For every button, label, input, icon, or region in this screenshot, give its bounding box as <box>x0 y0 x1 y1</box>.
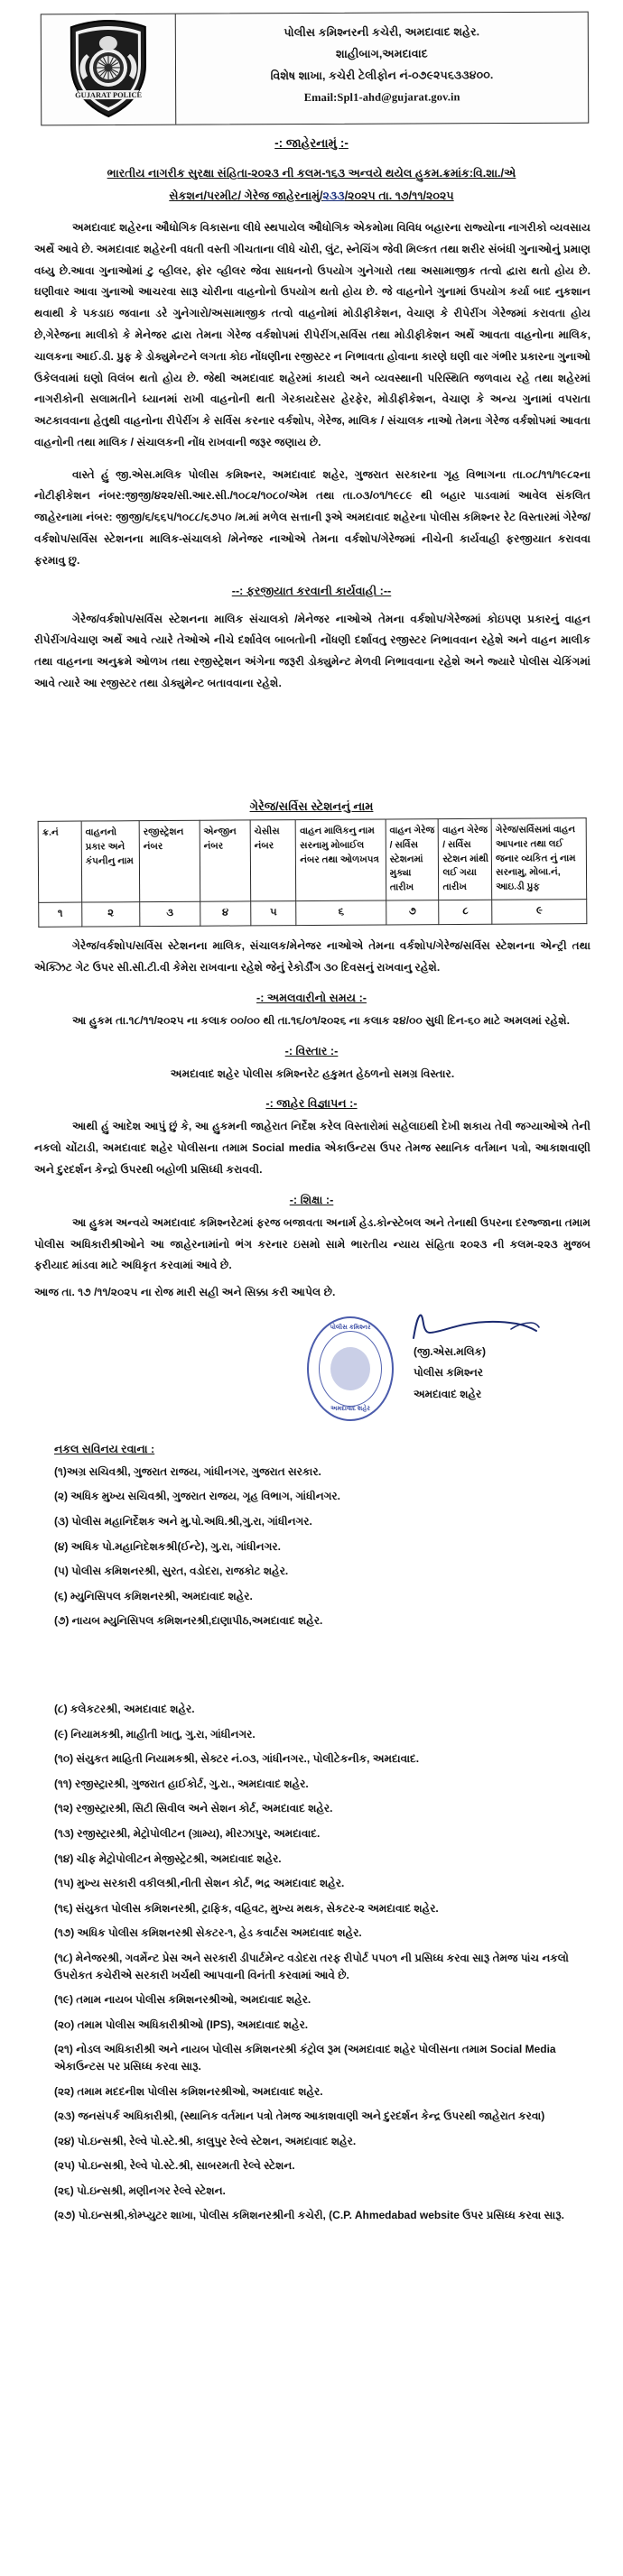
paragraph-penalty: આ હુકમ અન્વયે અમદાવાદ કમિશ્નરેટમાં ફરજ બજાવતા અનાર્મ હેડ.કોન્સ્ટેબલ અને તેનાથી ઉપરના દરજ્જાના તમામ પોલીસ અધિકારીશ્રીઓને આ જાહેરનામાંનો ભંગ કરનાર ઇસમો સામે ભારતીય ન્યાય સંહિતા ૨૦૨૩ ની કલમ-૨૨૩ મુજબ ફરીયાદ માંડવા માટે અધિકૃત કરવામાં આવે છે. <box>34 1215 590 1272</box>
list-item: (૨૧) નોડલ અધિકારીશ્રી અને નાયબ પોલીસ કમિશનરશ્રી કંટ્રોલ રૂમ (અમદાવાદ શહેર પોલીસના તમામ Social Media એકાઉન્ટસ પર પ્રસિધ્ધ કરવા સારૂ. <box>54 2043 556 2073</box>
list-item: (૮) કલેકટરશ્રી, અમદાવાદ શહેર. <box>54 1703 195 1715</box>
page-separator <box>0 1638 623 1685</box>
crest-cell <box>42 14 177 125</box>
signatory-city: અમદાવાદ શહેર <box>414 1387 482 1400</box>
notification-document <box>0 13 623 2256</box>
handwritten-signature <box>414 1311 567 1342</box>
publicity-heading-text: -: જાહેર વિજ્ઞાપન :- <box>265 1097 358 1111</box>
col-header-serial: ક્ર.નં <box>38 821 81 902</box>
col-number-6: ૬ <box>296 900 386 925</box>
list-item: (૧)અગ્ર સચિવશ્રી, ગુજરાત રાજય, ગાંધીનગર, ગુજરાત સરકાર. <box>54 1464 321 1478</box>
signature-area <box>0 1307 623 1443</box>
list-item: (૧૪) ચીફ મેટ્રોપોલીટન મેજીસ્ટ્રેટશ્રી, અમદાવાદ શહેર. <box>54 1851 282 1865</box>
list-item: (૭) નાયબ મ્યુનિસિપલ કમિશનરશ્રી,દાણાપીઠ,અમદાવાદ શહેર. <box>54 1614 323 1628</box>
order-reference-line1: ભારતીય નાગરીક સુરક્ષા સંહિતા-૨૦૨૩ ની કલમ-૧૬૩ અન્વયે થયેલ હુકમ.ક્રમાંક:વિ.શા./એ <box>107 167 516 180</box>
letterhead-text <box>176 13 589 125</box>
copy-to-heading <box>54 1443 623 1456</box>
official-seal-icon <box>307 1316 394 1421</box>
signatory-name: (જી.એસ.મલિક) <box>414 1344 487 1358</box>
list-item: (૨૬) પો.ઇન્સશ્રી, મણીનગર રેલ્વે સ્ટેશન. <box>54 2184 226 2197</box>
mandatory-action-heading <box>0 585 623 598</box>
list-item: (૧૫) મુખ્ય સરકારી વકીલશ્રી,નીતી સેશન કોર્ટ, ભદ્ર અમદાવાદ શહેર. <box>54 1877 345 1890</box>
seal-top-text: પોલીસ કમિશ્નર <box>330 1324 371 1331</box>
copy-to-heading-text: નકલ સવિનય રવાના : <box>54 1442 155 1455</box>
crest-label: GUJARAT POLICE <box>75 90 143 100</box>
list-item: (૨૭) પો.ઇન્સશ્રી,કોમ્પ્યુટર શાખા, પોલીસ કમિશનરશ્રીની કચેરી, (C.P. Ahmedabad website ઉપર પ્રસિધ્ધ કરવા સારૂ. <box>54 2209 564 2222</box>
penalty-heading-text: -: શિક્ષા :- <box>289 1193 334 1206</box>
col-header-in-date: વાહન ગેરેજ / સર્વિસ સ્ટેશનમાં મુક્યા તારીખ <box>386 818 439 900</box>
mandatory-action-heading-text: --: ફરજીયાત કરવાની કાર્યવાહી :-- <box>231 584 392 597</box>
paragraph-mandatory-action: ગેરેજ/વર્કશોપ/સર્વિસ સ્ટેશનના માલિક સંચાલકો /મેનેજર નાઓએ તેમના વર્કશોપ/ગેરેજમાં કોઇપણ પ્રકારનું વાહન રીપેરીંગ/વેચાણ અર્થે આવે ત્યારે તેઓએ નીચે દર્શાવેલ બાબતોની નોંધણી દર્શાવતુ રજીસ્ટર નિભાવવાન રહેશે અને વાહન માલીક તથા વાહનના અનુક્રમે ઓળખ તથા રજીસ્ટ્રેશન અંગેના જરૂરી ડોક્યુમેન્ટ મેળવી નિભાવવાના રહેશે અને જ્યારે પોલીસ ચેકિંગમાં આવે ત્યારે આ રજીસ્ટર તથા ડોક્યુમેન્ટ બતાવવાના રહેશે. <box>34 612 590 689</box>
order-reference-suffix: /૨૦૨૫ તા. ૧૭/૧૧/૨૦૨૫ <box>344 189 454 202</box>
seal-bottom-text: અમદાવાદ શહેર <box>330 1405 370 1412</box>
col-number-3: ૩ <box>140 901 200 926</box>
col-number-9: ૯ <box>492 899 587 923</box>
list-item: (૨) અધિક મુખ્ય સચિવશ્રી, ગુજરાત રાજય, ગૃહ વિભાગ, ગાંધીનગર. <box>54 1490 340 1503</box>
col-number-4: ૪ <box>200 901 251 926</box>
copy-to-list-page1 <box>54 1463 596 1630</box>
paragraph-authority: વાસ્તે હું જી.એસ.મલિક પોલીસ કમિશ્નર, અમદાવાદ શહેર, ગુજરાત સરકારના ગૃહ વિભાગના તા.૦૮/૧૧/૧૯૮૨ના નોટીફીકેશન નંબર:જીજી/૪૨૨/સી.આર.સી./૧૦૮૨/૧૦૮૦/એમ તથા તા.૦૩/૦૧/૧૯૮૯ થી બહાર પાડવામાં આવેલ સંકલિત જાહેરનામા નંબર: જીજી/૬/૬૬૫/૧૦૮૮/૬૭૫૦ /મ.માં મળેલ સત્તાની રૂએ અમદાવાદ શહેરના પોલીસ કમિશ્નર રેટ વિસ્તારમાં ગેરેજ/વર્કશોપ/સર્વિસ સ્ટેશનના માલિક-સંચાલકો /મેનેજર નાઓએ તેમના વર્કશોપ/ગેરેજમાં નીચેની કાર્યવાહી ફરજીયાત કરાવવા ફરમાવુ છુ. <box>34 467 590 567</box>
col-header-chassis: ચેસીસ નંબર <box>250 819 296 900</box>
signature-block <box>414 1311 567 1405</box>
table-header-row <box>38 817 587 902</box>
gujarat-police-emblem-icon <box>60 18 157 119</box>
col-header-registration: રજીસ્ટ્રેશન નંબર <box>139 820 200 901</box>
col-header-out-date: વાહન ગેરેજ / સર્વિસ સ્ટેશન માંથી લઈ ગયા તારીખ <box>439 818 492 900</box>
list-item: (૧૬) સંયુકત પોલીસ કમિશનરશ્રી, ટ્રાફિક, વહિવટ, મુખ્ય મથક, સેકટર-૨ અમદાવાદ શહેર. <box>54 1901 439 1915</box>
paragraph-sign-date: આજ તા. ૧૭ /૧૧/૨૦૨૫ ના રોજ મારી સહી અને સિક્કા કરી આપેલ છે. <box>34 1286 336 1299</box>
list-item: (૧૨) રજીસ્ટ્રારશ્રી, સિટી સિવીલ અને સેશન કોર્ટ, અમદાવાદ શહેર. <box>54 1802 333 1815</box>
order-reference-number: ૨૩૩ <box>322 189 345 202</box>
list-item: (૯) નિયામકશ્રી, માહીતી ખાતુ, ગુ.રા, ગાંધીનગર. <box>54 1727 256 1740</box>
page-title-text: -: જાહેરનામું :- <box>274 136 349 150</box>
table-row <box>39 899 587 926</box>
letterhead <box>41 12 590 126</box>
page-title <box>0 136 623 151</box>
duration-heading-text: -: અમલવારીનો સમય :- <box>256 991 367 1004</box>
list-item: (૨૦) તમામ પોલીસ અધિકારીશ્રીઓ (IPS), અમદાવાદ શહેર. <box>54 2017 309 2031</box>
area-heading <box>0 1045 623 1058</box>
col-number-5: ૫ <box>250 900 296 925</box>
office-phone: વિશેષ શાખા, કચેરી ટેલીફોન નં-૦૭૯૨૫૬૩૩૪૦૦. <box>270 69 494 83</box>
list-item: (૨૨) તમામ મદદનીશ પોલીસ કમિશનરશ્રીઓ, અમદાવાદ શહેર. <box>54 2084 323 2098</box>
col-header-engine: એન્જીન નંબર <box>200 820 251 901</box>
col-header-handler: ગેરેજ/સર્વિસમાં વાહન આપનાર તથા લઈ જનાર વ્યકિત નું નામ સરનામુ, મોબા.નં, આઇ.ડી પ્રુફ <box>491 817 586 900</box>
paragraph-background: અમદાવાદ શહેરના ઔધોગિક વિકાસના લીધે સ્થપાયેલ ઔધોગિક એકમોમા વિવિધ બહારના રાજ્યોના નાગરીકો વ્યવસાય અર્થે આવે છે. અમદાવાદ શહેરની વધતી વસ્તી ગીચતાના લીધે ચોરી, લુંટ, સ્નેચિંગ જેવી મિલ્કત તથા શરીર સંબંધી ગુનાઓનું પ્રમાણ વધ્યુ છે.આવા ગુનાઓમાં ટુ વ્હીલર, ફોર વ્હીલર જેવા સાધનનો ઉપયોગ ગુનેગારો તથા અસામાજીક તત્વો દ્વારા થતો હોય છે. ઘણીવાર આવા ગુનાઓ આચરવા સારૂ ચોરીના વાહનોનો ઉપયોગ થતો હોય છે. જે વાહનોને ગુનામાં ઉપયોગ કર્યા બાદ નુકશાન થવાથી કે પકડાઇ જવાના ડરે ગુનેગારો/અસામાજીક તત્વો વાહનોમાં મોડીફીકેશન, વેચાણ કે રીપેરીંગ ગેરેજમાં કરાવતા હોય છે,ગેરેજના માલીકો કે મેનેજર દ્વારા તેમના ગેરેજ વર્કશોપમાં રીપેરીંગ,સર્વિસ તથા મોડીફીકેશન અર્થે આવતા વાહનોના માલિક, ચાલકના આઈ.ડી. પ્રુફ કે ડોક્યુમેન્ટને લગતા કોઇ નોંધણીના રજીસ્ટર ન નિભાવતા હોવાના કારણે ઘણી વાર ગંભીર પ્રકારના ગુનાઓ ઉકેલવામાં ઘણો વિલંબ થતો હોય છે. જેથી અમદાવાદ શહેરમાં કાયદો અને વ્યવસ્થાની પરિસ્થિતિ જળવાય રહે તથા શહેરમાં નાગરીકોની સલામતીને ધ્યાનમાં રાખી વાહનોની થતી ગેરકાયદેસર હેરફેર, મોડીફીકેશન, વેચાણ કે અન્ય ગુનામાં વપરાતા અટકાવવાના હેતુથી વાહનોના રીપેરીંગ કે સર્વિસ કરનાર વર્કશોપ, ગેરેજ, માલિક / સંચાલક નાઓ તેમના ગેરેજ વર્કશોપમાં આવતા વાહનોની તથા માલિક / સંચાલકની નોંધ રાખવાની જરૂર જણાય છે. <box>34 221 590 448</box>
col-number-8: ૮ <box>439 900 492 924</box>
list-item: (૧૧) રજીસ્ટ્રારશ્રી, ગુજરાત હાઈકોર્ટ, ગુ.રા., અમદાવાદ શહેર. <box>54 1777 309 1790</box>
order-reference-prefix: સેકશન/પરમીટ/ ગેરેજ જાહેરનામું/ <box>169 189 323 202</box>
list-item: (૫) પોલીસ કમિશનરશ્રી, સુરત, વડોદરા, રાજકોટ શહેર. <box>54 1565 289 1578</box>
copy-to-continued <box>0 1685 623 2224</box>
list-item: (૧૯) તમામ નાયબ પોલીસ કમિશનરશ્રીઓ, અમદાવાદ શહેર. <box>54 1993 312 2007</box>
list-item: (૨૩) જનસંપર્ક અધિકારીશ્રી, (સ્થાનિક વર્તમાન પત્રો તેમજ આકાશવાણી અને દુરદર્શન કેન્દ્ર ઉપરથી જાહેરાત કરવા) <box>54 2110 545 2123</box>
paragraph-cctv: ગેરેજ/વર્કશોપ/સર્વિસ સ્ટેશનના માલિક, સંચાલક/મેનેજર નાઓએ તેમના વર્કશોપ/ગેરેજ/સર્વિસ સ્ટેશનના એન્ટ્રી તથા એક્ઝિટ ગેટ ઉપર સી.સી.ટી.વી કેમેરા રાખવાના રહેશે જેનું રેકોર્ડીંગ ૩૦ દિવસનું રાખવાનુ રહેશે. <box>34 939 590 974</box>
duration-heading <box>0 992 623 1005</box>
col-number-1: ૧ <box>39 902 82 927</box>
copy-to-list-page2 <box>54 1701 596 2224</box>
order-reference-line2 <box>42 185 581 208</box>
list-item: (૨૪) પો.ઇન્સશ્રી, રેલ્વે પો.સ્ટે.શ્રી, કાલુપુર રેલ્વે સ્ટેશન, અમદાવાદ શહેર. <box>54 2134 357 2147</box>
col-header-vehicle-type: વાહનનો પ્રકાર અને કંપનીનુ નામ <box>81 820 140 901</box>
signatory-designation: પોલીસ કમિશ્નર <box>414 1366 483 1380</box>
office-email: Email:Spl1-ahd@gujarat.gov.in <box>303 90 460 105</box>
office-name: પોલીસ કમિશ્નરની કચેરી, અમદાવાદ શહેર. <box>284 25 480 40</box>
list-item: (૩) પોલીસ મહાનિર્દેશક અને મુ.પો.અધિ.શ્રી,ગુ.રા, ગાંધીનગર. <box>54 1515 312 1528</box>
area-heading-text: -: વિસ્તાર :- <box>284 1044 339 1057</box>
col-header-owner: વાહન માલિકનુ નામ સરનામુ મોબાઈલ નંબર તથા ઓળખપત્ર <box>295 819 386 901</box>
publicity-heading <box>0 1097 623 1111</box>
register-table <box>38 817 588 927</box>
list-item: (૨૫) પો.ઇન્સશ્રી, રેલ્વે પો.સ્ટે.શ્રી, સાબરમતી રેલ્વે સ્ટેશન. <box>54 2159 295 2173</box>
col-number-2: ૨ <box>82 901 140 926</box>
office-location: શાહીબાગ,અમદાવાદ <box>336 47 428 60</box>
paragraph-duration: આ હુકમ તા.૧૮/૧૧/૨૦૨૫ ના કલાક ૦૦/૦૦ થી તા.૧૬/૦૧/૨૦૨૬ ના કલાક ૨૪/૦૦ સુધી દિન-૬૦ માટે અમલમાં રહેશે. <box>72 1013 570 1027</box>
list-item: (૧૭) અધિક પોલીસ કમિશનરશ્રી સેકટર-૧, હેડ કવાર્ટસ અમદાવાદ શહેર. <box>54 1926 362 1940</box>
register-table-wrapper <box>38 817 588 927</box>
penalty-heading <box>0 1194 623 1207</box>
list-item: (૧૩) રજીસ્ટ્રારશ્રી, મેટ્રોપોલીટન (ગ્રામ્ય), મીરઝાપુર, અમદાવાદ. <box>54 1826 321 1840</box>
paragraph-area: અમદાવાદ શહેર પોલીસ કમિશ્નરેટ હકુમત હેઠળનો સમગ્ર વિસ્તાર. <box>170 1066 455 1080</box>
register-table-title-text: ગેરેજ/સર્વિસ સ્ટેશનનું નામ <box>249 799 374 813</box>
list-item: (૧૮) મેનેજરશ્રી, ગવર્મેન્ટ પ્રેસ અને સરકારી ડીપાર્ટમેન્ટ વડોદરા તરફ રીપોર્ટ ૫૫૦૧ ની પ્રસિધ્ધ કરવા સારૂ તેમજ પાંચ નકલો ઉપરોકત કચેરીએ સરકારી ખર્ચથી આપવાની વિનંતી કરવામાં આવે છે. <box>54 1951 569 1981</box>
paragraph-publicity: આથી હું આદેશ આપું છું કે, આ હુકમની જાહેરાત નિર્દેશ કરેલ વિસ્તારોમાં સહેલાઇથી દેખી શકાય તેવી જગ્યાઓએ તેની નકલો ચોંટાડી, અમદાવાદ શહેર પોલીસના તમામ Social media એકાઉન્ટસ ઉપર તેમજ સ્થાનિક વર્તમાન પત્રો, આકાશવાણી અને દુરદર્શન કેન્દ્રો ઉપરથી બહોળી પ્રસિધ્ધી કરાવવી. <box>34 1120 590 1176</box>
col-number-7: ૭ <box>386 900 439 924</box>
list-item: (૧૦) સંયુકત માહિતી નિયામકશ્રી, સેક્ટર નં.૦૩, ગાંધીનગર., પોલીટેકનીક, અમદાવાદ. <box>54 1752 420 1766</box>
register-table-title <box>0 799 623 814</box>
list-item: (૪) અધિક પો.મહાનિદેશકશ્રી(ઈન્ટે), ગુ.રા, ગાંધીનગર. <box>54 1539 281 1553</box>
order-reference <box>42 162 581 207</box>
list-item: (૬) મ્યુનિસિપલ કમિશનરશ્રી, અમદાવાદ શહેર. <box>54 1589 253 1602</box>
